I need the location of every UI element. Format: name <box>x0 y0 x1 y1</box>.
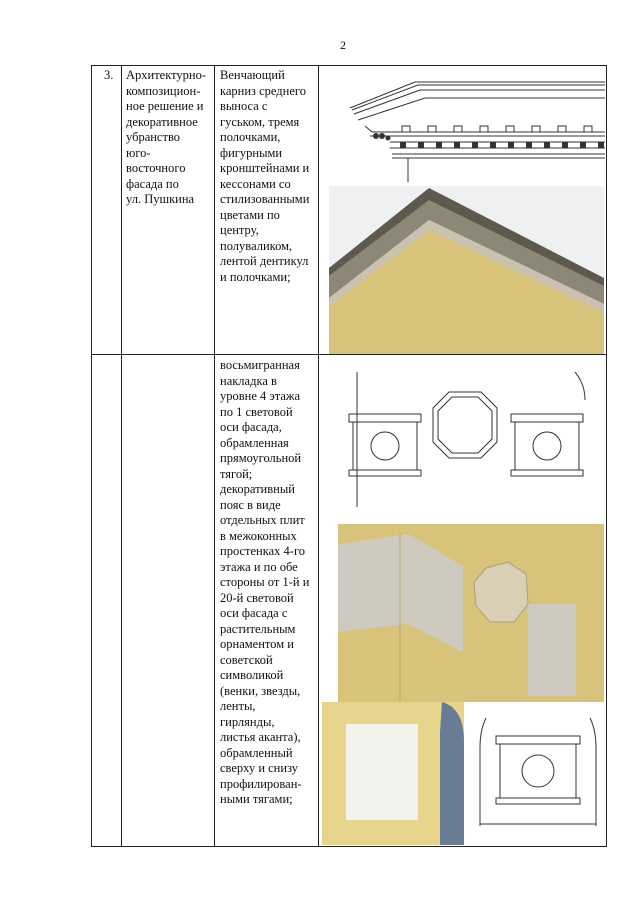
description-line: сверху и снизу <box>220 761 298 775</box>
frieze-photo <box>338 524 604 702</box>
table-border-left <box>91 65 92 847</box>
column-divider-2 <box>214 65 215 847</box>
cornice-photo <box>329 186 604 354</box>
row1-description <box>220 68 312 285</box>
description-line: листья аканта), <box>220 730 301 744</box>
description-line: ными тягами; <box>220 792 293 806</box>
subject-line: восточного <box>126 161 186 175</box>
cornice-drawing <box>330 80 605 185</box>
row-number: 3. <box>104 68 114 82</box>
description-line: советской <box>220 652 273 667</box>
column-divider-1 <box>121 65 122 847</box>
description-line: лентой дентикул <box>220 254 309 268</box>
table-border-right <box>606 65 607 847</box>
description-line: отдельных плит <box>220 513 305 527</box>
description-line: полувaликом, <box>220 238 293 253</box>
subject-line: юго- <box>126 145 151 160</box>
description-line: этажа и по обе <box>220 559 298 574</box>
row-subject <box>126 68 206 208</box>
frieze-detail-drawing <box>478 718 598 828</box>
column-divider-3 <box>318 65 319 847</box>
description-line: пояс в виде <box>220 497 281 512</box>
page-number: 2 <box>340 38 346 52</box>
subject-line: ул. Пушкина <box>126 192 195 206</box>
description-line: орнаментом и <box>220 637 294 651</box>
description-line: тягой; <box>220 466 253 481</box>
description-line: карниз среднего <box>220 83 306 98</box>
description-line: (венки, звезды, <box>220 683 301 698</box>
description-line: стилизованными <box>220 192 310 206</box>
description-line: оси фасада с <box>220 606 288 620</box>
description-line: 20-й световой <box>220 590 294 605</box>
description-line: прямоугольной <box>220 451 302 465</box>
description-line: Венчающий <box>220 68 285 82</box>
subject-line: ное решение и <box>126 99 204 113</box>
description-line: обрамленная <box>220 435 289 450</box>
description-line: стороны от 1-й и <box>220 575 310 589</box>
subject-line: Архитектурно- <box>126 68 207 82</box>
description-line: накладка в <box>220 373 277 388</box>
description-line: цветами по <box>220 207 280 222</box>
table-border-top <box>91 65 607 66</box>
description-line: кронштейнами и <box>220 161 310 175</box>
description-line: обрамленный <box>220 745 293 760</box>
description-line: гирлянды, <box>220 714 275 729</box>
description-line: центру, <box>220 223 259 237</box>
description-line: полочками, <box>220 130 281 144</box>
description-line: гуськом, тремя <box>220 114 300 129</box>
row2-description <box>220 358 312 808</box>
subject-line: композицион- <box>126 83 201 98</box>
description-line: уровне 4 этажа <box>220 389 301 403</box>
frieze-detail-photo <box>322 702 464 845</box>
frieze-drawing <box>345 372 590 512</box>
description-line: кессонами со <box>220 176 291 191</box>
description-line: и полочками; <box>220 269 291 284</box>
subject-line: убранство <box>126 130 181 144</box>
description-line: выноса с <box>220 99 268 113</box>
table-border-bottom <box>91 846 607 847</box>
description-line: в межоконных <box>220 528 297 543</box>
description-line: восьмигранная <box>220 358 300 372</box>
description-line: символикой <box>220 668 284 682</box>
subject-line: фасада по <box>126 176 179 191</box>
description-line: декоративный <box>220 482 295 496</box>
description-line: ленты, <box>220 699 256 713</box>
description-line: фигурными <box>220 145 283 160</box>
description-line: растительным <box>220 621 296 636</box>
subject-line: декоративное <box>126 114 198 129</box>
description-line: по 1 световой <box>220 404 293 419</box>
row-divider <box>91 354 607 355</box>
description-line: профилирован- <box>220 776 302 791</box>
description-line: оси фасада, <box>220 420 282 434</box>
description-line: простенках 4-го <box>220 544 306 558</box>
